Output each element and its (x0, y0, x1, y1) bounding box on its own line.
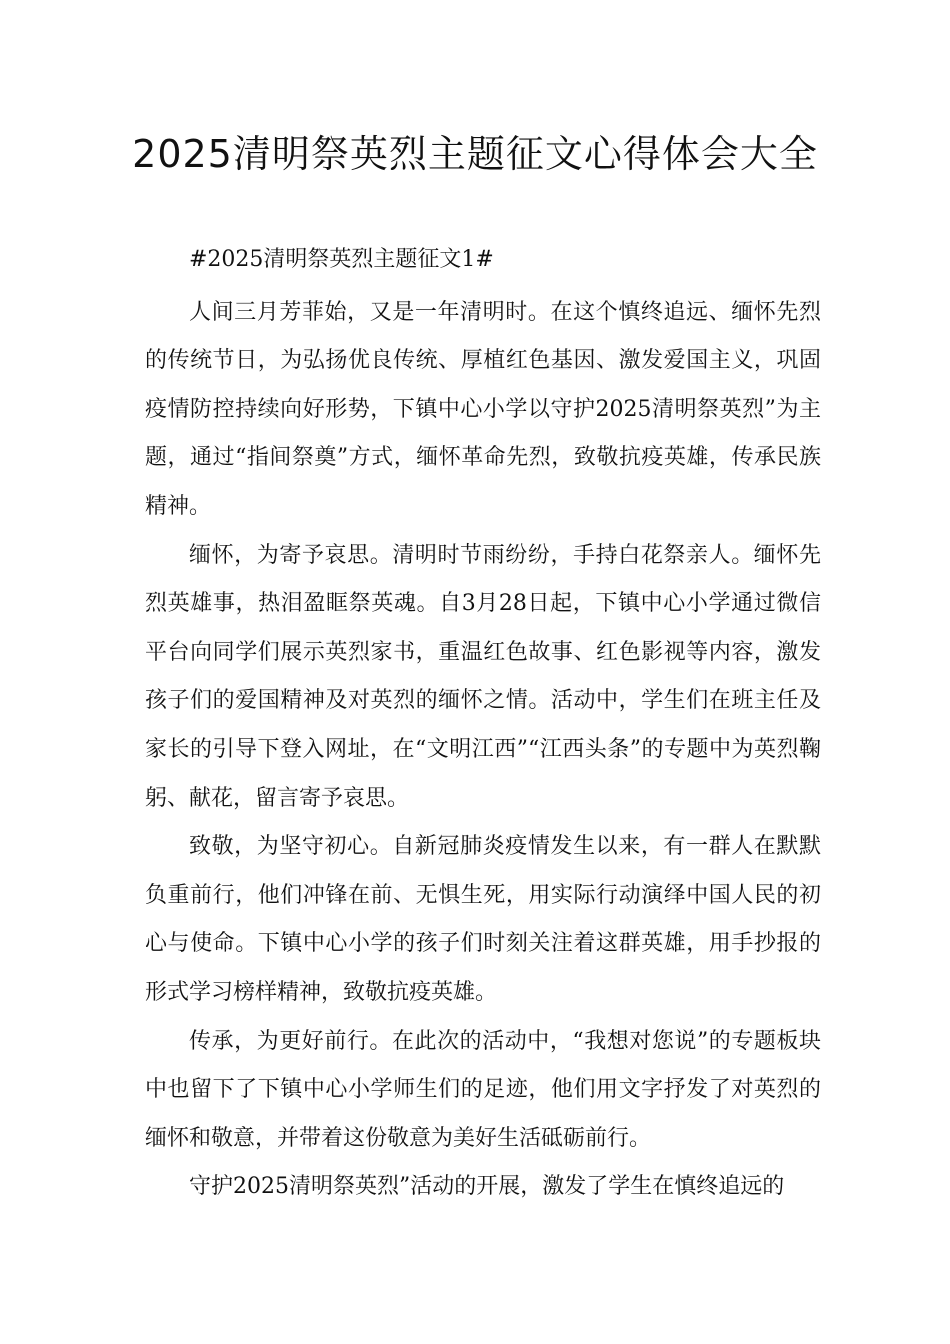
paragraph-remembrance: 缅怀，为寄予哀思。清明时节雨纷纷，手持白花祭亲人。缅怀先烈英雄事，热泪盈眶祭英魂。自3月28日起，下镇中心小学通过微信平台向同学们展示英烈家书，重温红色故事、红色影视等内容，激发孩子们的爱国精神及对英烈的缅怀之情。活动中，学生们在班主任及家长的引导下登入网址，在“文明江西”“江西头条”的专题中为英烈鞠躬、献花，留言寄予哀思。 (145, 542, 821, 811)
document-body (145, 236, 821, 1212)
paragraph-intro: 人间三月芳菲始，又是一年清明时。在这个慎终追远、缅怀先烈的传统节日，为弘扬优良传统、厚植红色基因、激发爱国主义，巩固疫情防控持续向好形势，下镇中心小学以守护2025清明祭英烈”为主题，通过“指间祭奠”方式，缅怀革命先烈，致敬抗疫英雄，传承民族精神。 (145, 299, 821, 519)
paragraph-closing: 守护2025清明祭英烈”活动的开展，激发了学生在慎终追远的 (189, 1174, 785, 1200)
section-heading: #2025清明祭英烈主题征文1# (189, 247, 494, 272)
document-title: 2025清明祭英烈主题征文心得体会大全 (132, 132, 818, 176)
paragraph-inheritance: 传承，为更好前行。在此次的活动中，“我想对您说”的专题板块中也留下了下镇中心小学师生们的足迹，他们用文字抒发了对英烈的缅怀和敬意，并带着这份敬意为美好生活砥砺前行。 (145, 1028, 821, 1151)
paragraph-tribute: 致敬，为坚守初心。自新冠肺炎疫情发生以来，有一群人在默默负重前行，他们冲锋在前、无惧生死，用实际行动演绎中国人民的初心与使命。下镇中心小学的孩子们时刻关注着这群英雄，用手抄报的形式学习榜样精神，致敬抗疫英雄。 (145, 834, 821, 1005)
